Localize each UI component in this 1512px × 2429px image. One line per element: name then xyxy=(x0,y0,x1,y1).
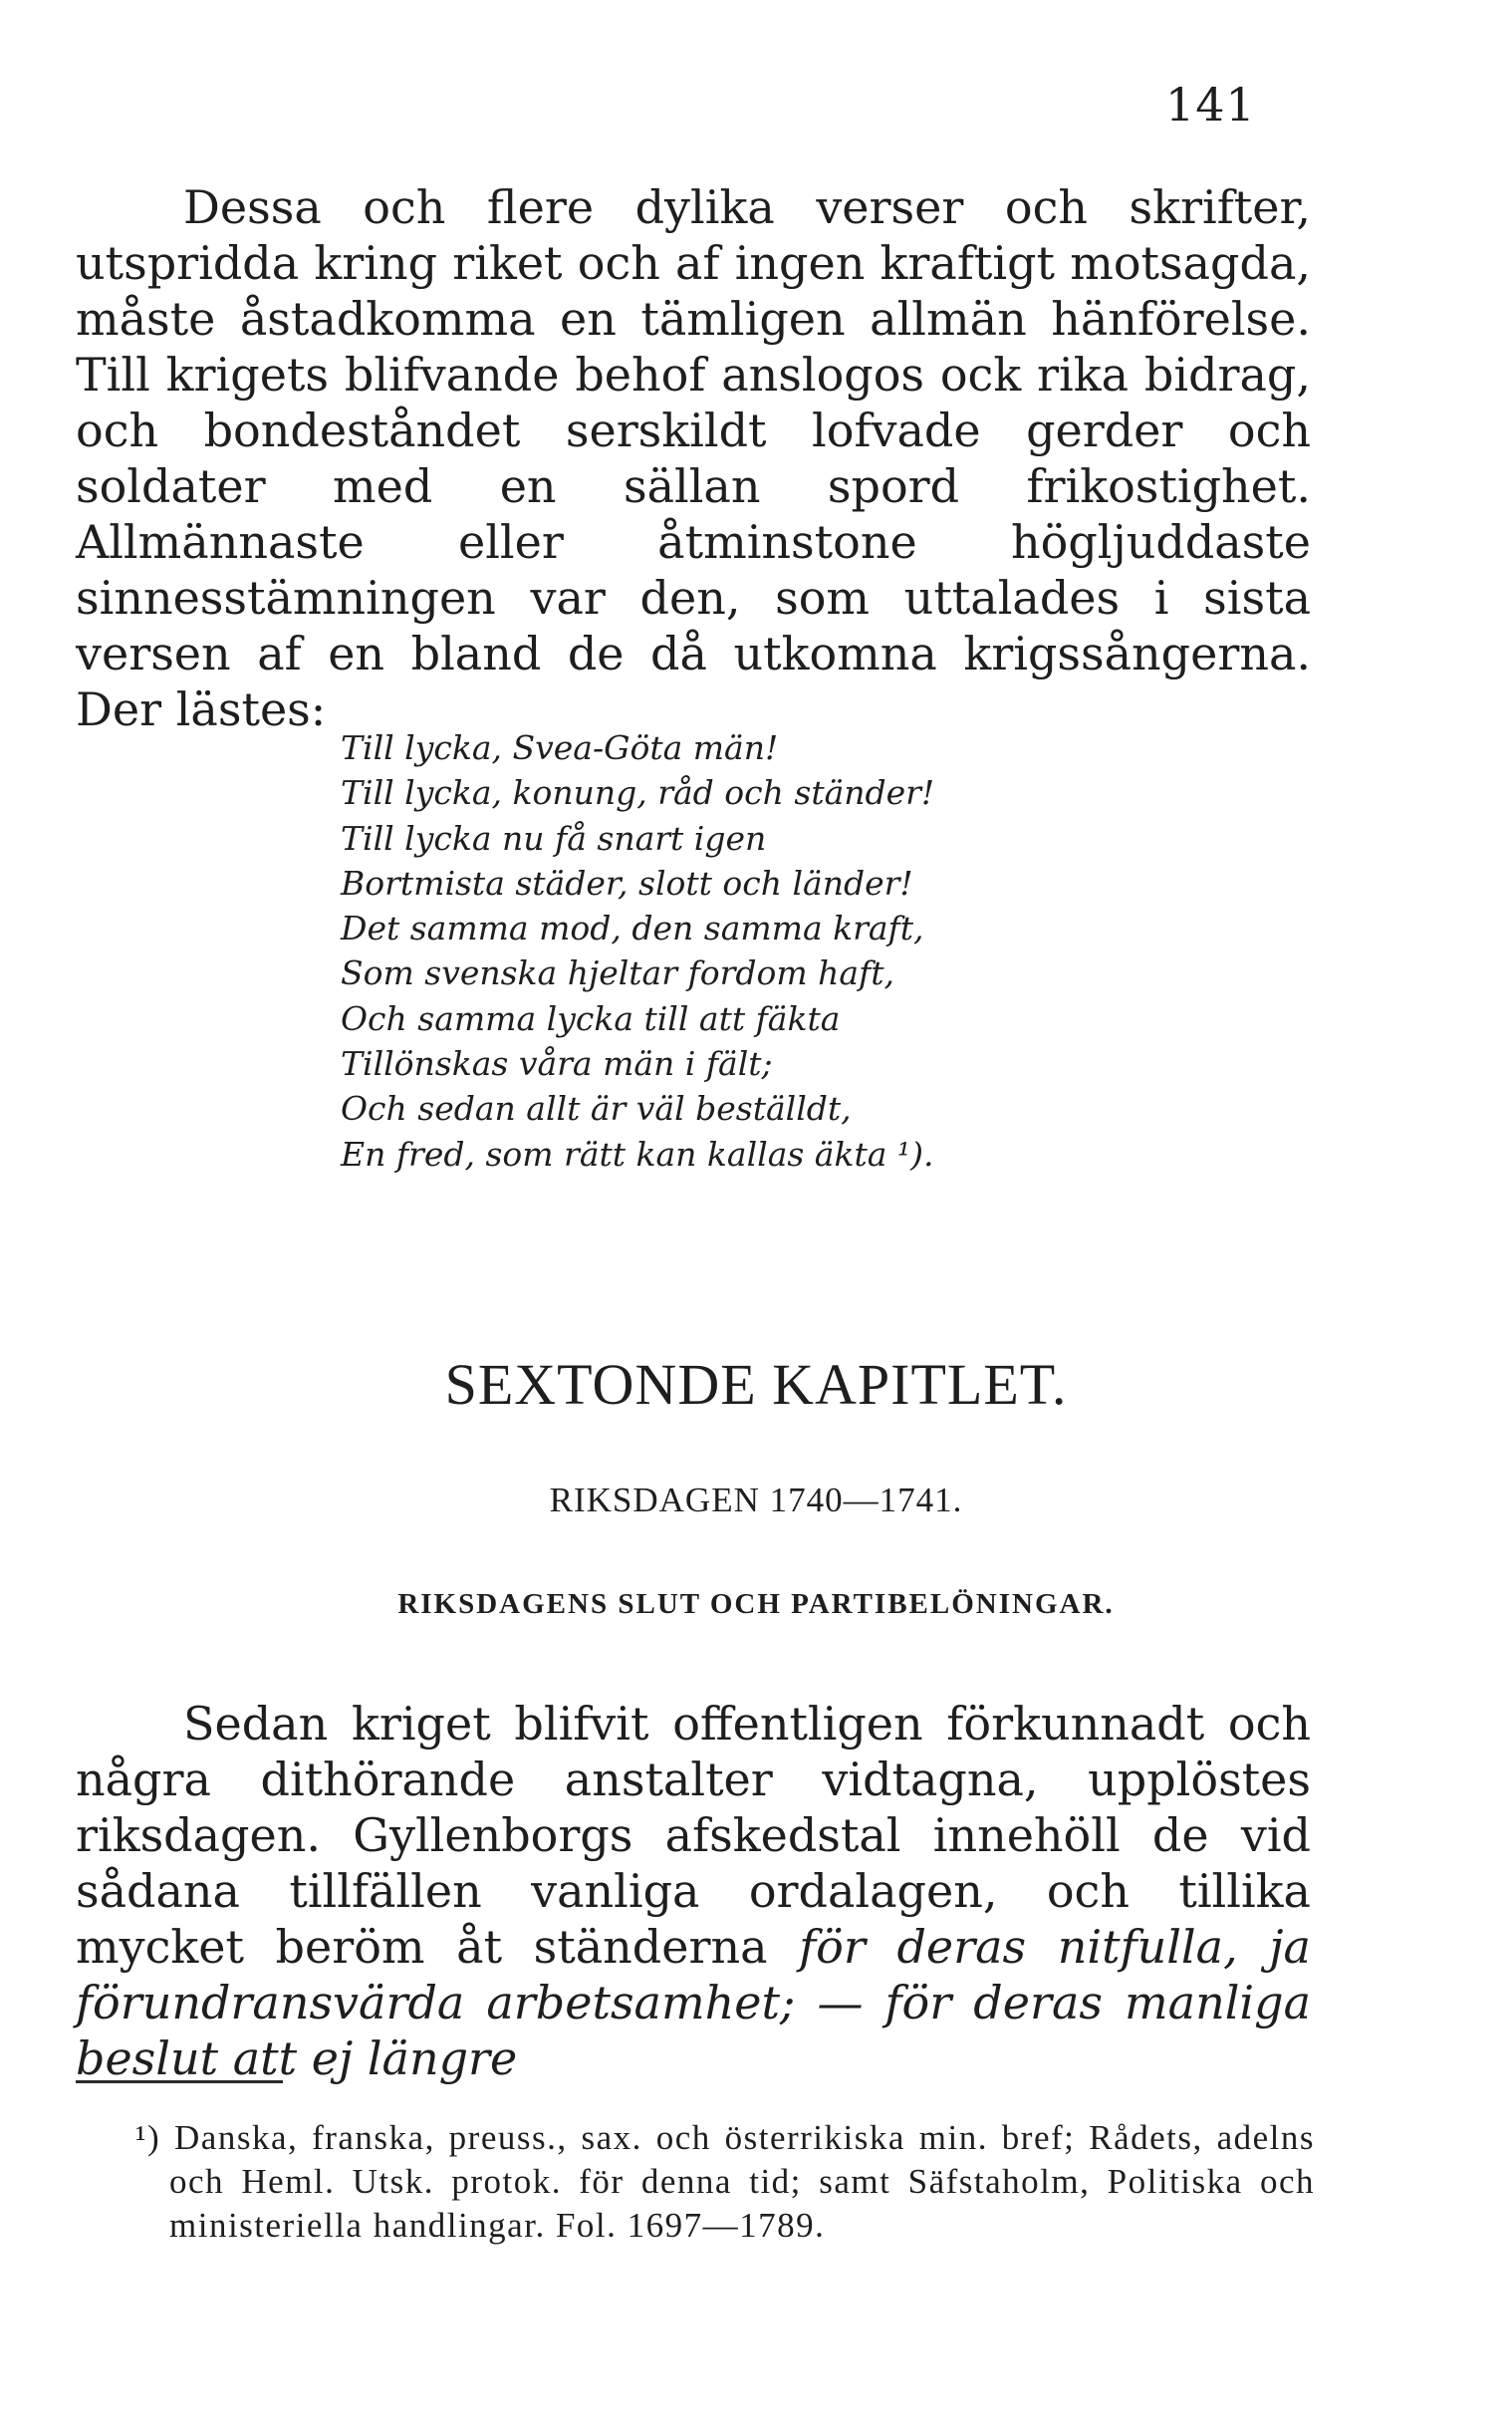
poem-line: Det samma mod, den samma kraft, xyxy=(341,909,924,948)
poem-line: Tillönskas våra män i fält; xyxy=(341,1044,773,1084)
poem-line: Och samma lycka till att fäkta xyxy=(341,998,841,1038)
chapter-subtitle: RIKSDAGEN 1740—1741. xyxy=(549,1481,963,1519)
paragraph-italic-quote: för deras nitfulla, ja förundransvärda arbetsamhet; — för deras manliga beslut att ej längre xyxy=(76,1920,1311,2085)
page-number: 141 xyxy=(1165,78,1256,132)
poem-line: Till lycka nu få snart igen xyxy=(341,818,767,858)
paragraph-plain-text: Sedan kriget blifvit offentligen förkunnadt och några dithörande anstalter vidtagna, upplöstes riksdagen. Gyllenborgs afskedstal innehöll de vid sådana tillfällen vanliga ordalagen, och tillika mycket beröm åt ständerna xyxy=(76,1697,1311,1974)
body-paragraph: Dessa och flere dylika verser och skrifter, utspridda kring riket och af ingen kraftigt motsagda, måste åstadkomma en tämligen allmän hänförelse. Till krigets blifvande behof anslogos ock rika bidrag, och bondeståndet serskildt lofvade gerder och soldater med en sällan spord frikostighet. Allmännaste eller åtminstone högljuddaste sinnesstämningen var den, som uttalades i sista versen af en bland de då utkomna krigssångerna. Der lästes: xyxy=(76,180,1311,736)
footnote-text: Danska, franska, preuss., sax. och österrikiska min. bref; Rådets, adelns och Heml. Utsk. protok. för denna tid; samt Säfstaholm, Politiska och ministeriella handlingar. Fol. 1697—1789. xyxy=(169,2118,1316,2245)
poem-line: Som svenska hjeltar fordom haft, xyxy=(341,953,895,993)
chapter-title: SEXTONDE KAPITLET. xyxy=(444,1352,1068,1417)
poem-stanza xyxy=(341,725,934,1177)
footnote-marker: ¹) xyxy=(135,2118,161,2157)
chapter-opening-paragraph xyxy=(76,1696,1311,2086)
poem-line: Till lycka, konung, råd och ständer! xyxy=(341,773,935,813)
footnote xyxy=(135,2116,1316,2248)
poem-line: Och sedan allt är väl beställdt, xyxy=(341,1089,852,1129)
poem-line: Bortmista städer, slott och länder! xyxy=(341,863,913,903)
footnote-divider xyxy=(76,2080,283,2083)
poem-line: Till lycka, Svea-Göta män! xyxy=(341,728,779,767)
section-heading: RIKSDAGENS SLUT OCH PARTIBELÖNINGAR. xyxy=(397,1588,1115,1620)
poem-line: En fred, som rätt kan kallas äkta ¹). xyxy=(341,1134,934,1174)
